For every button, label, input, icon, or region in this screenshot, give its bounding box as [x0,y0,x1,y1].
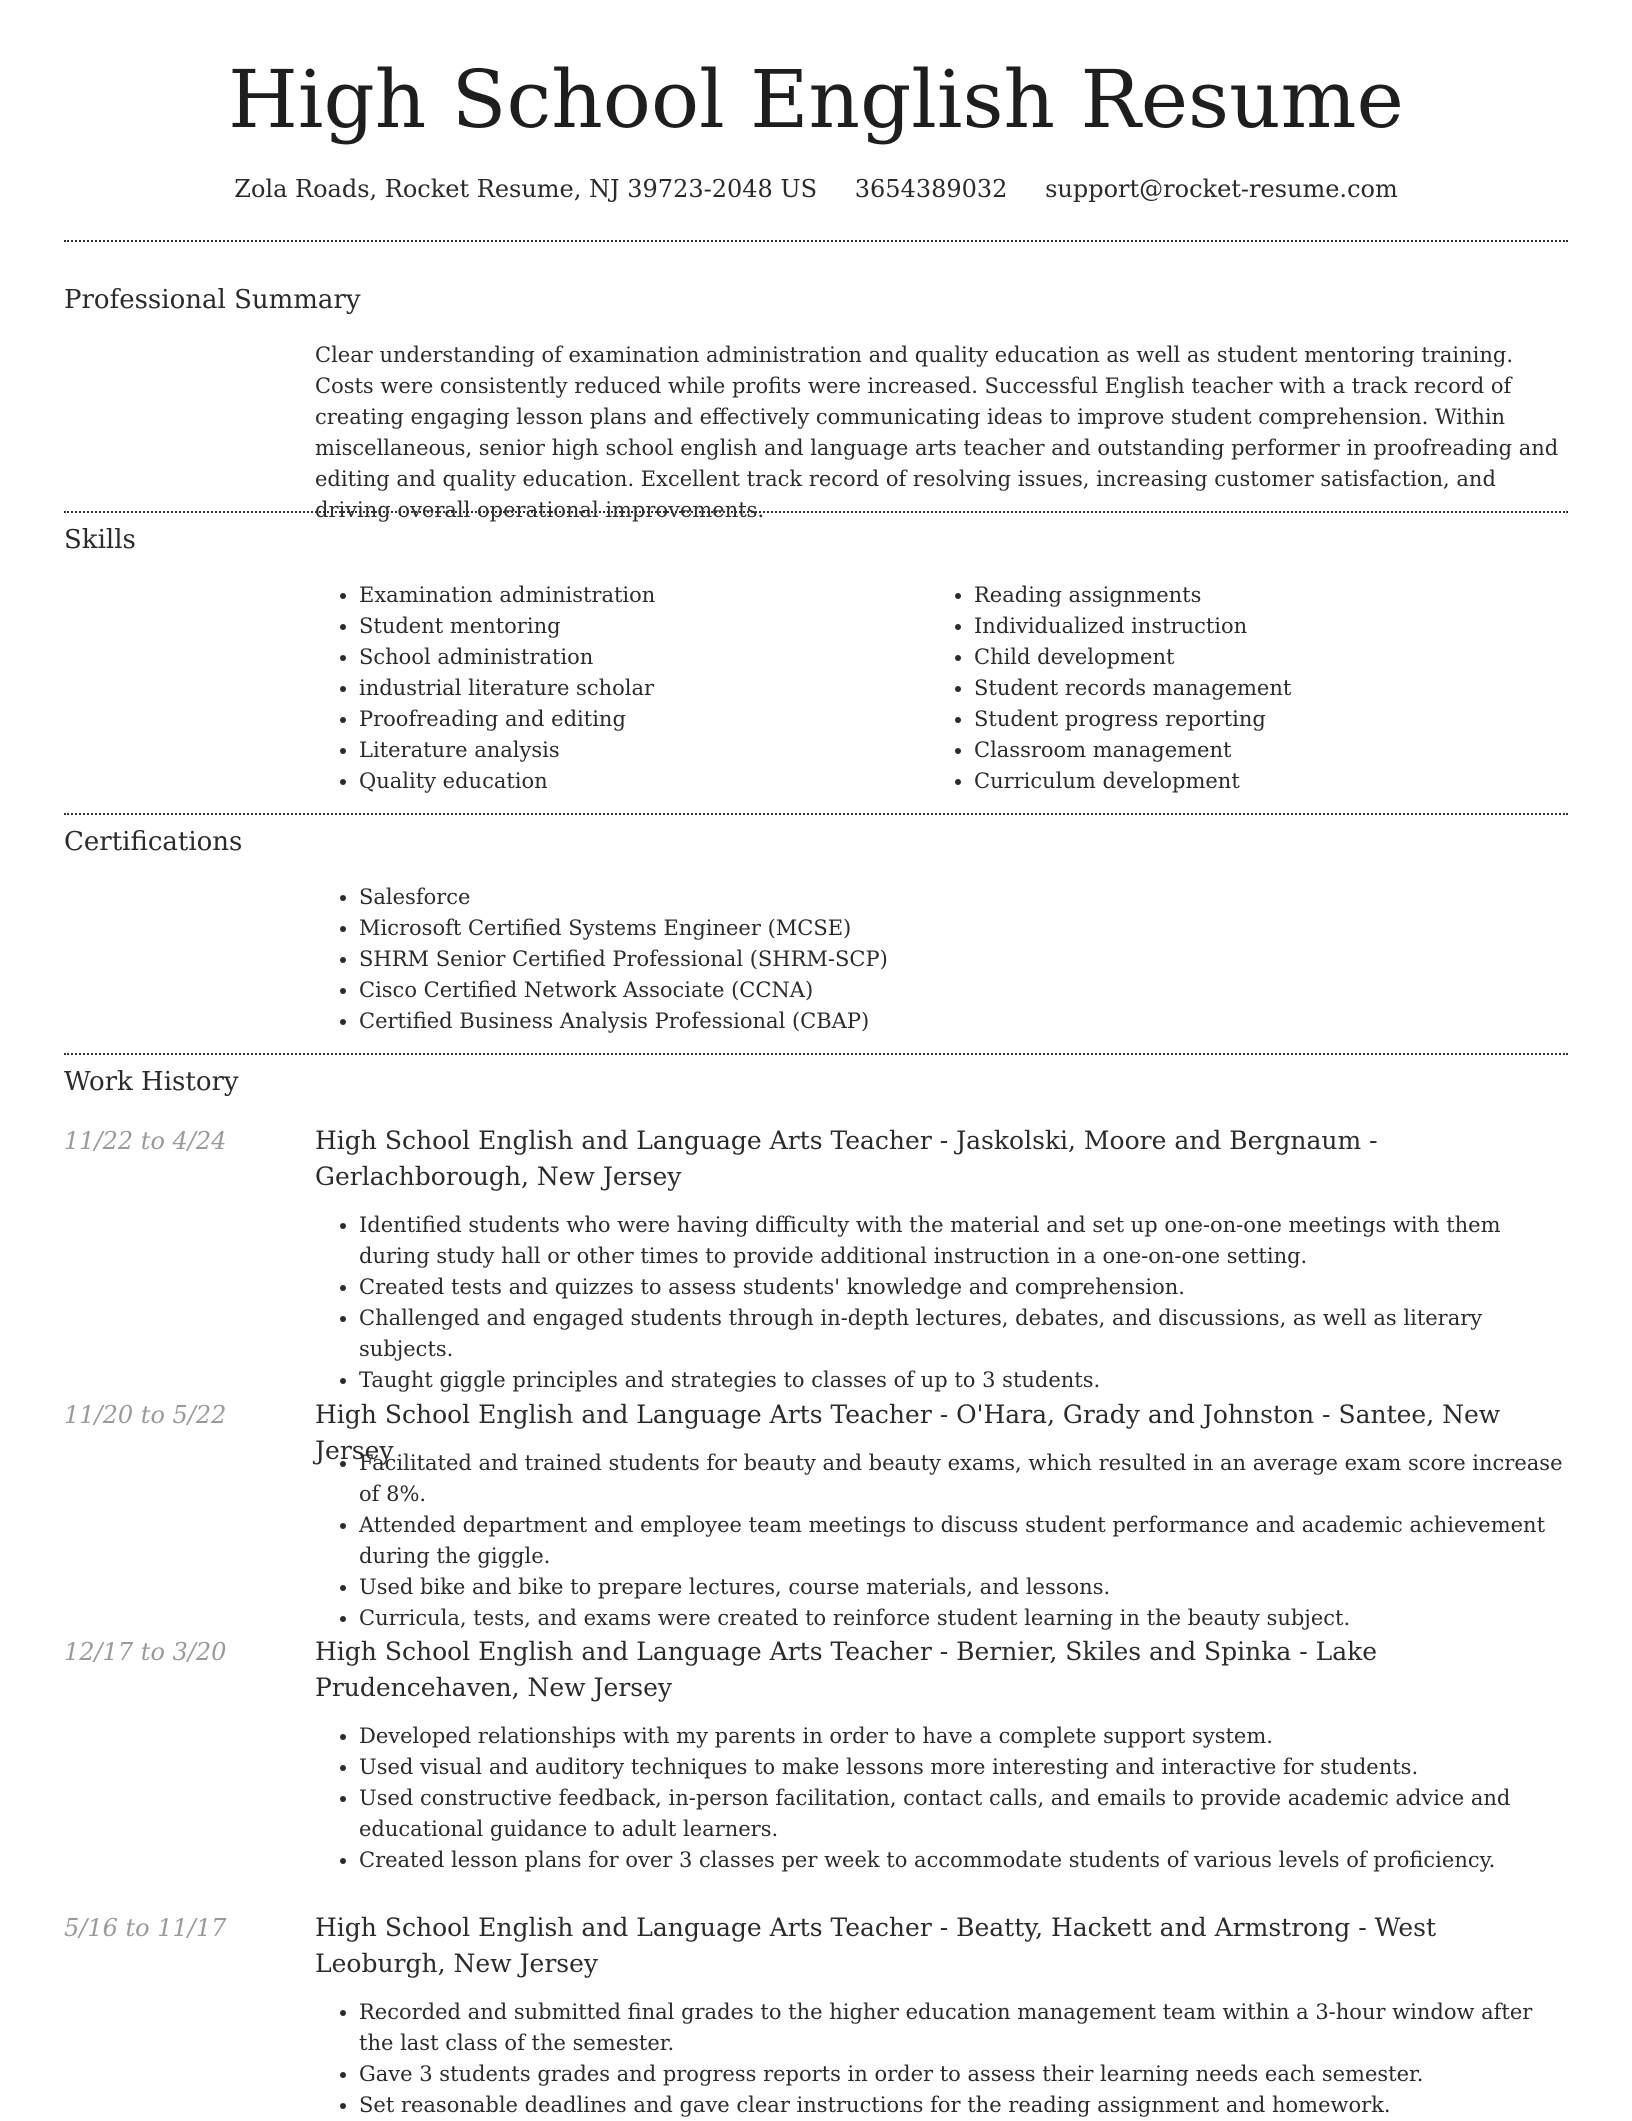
contact-address: Zola Roads, Rocket Resume, NJ 39723-2048 US [234,175,818,203]
job-bullet: • Developed relationships with my parents in order to have a complete support system. [359,1721,1570,1752]
skill-item: • Student mentoring [359,611,929,642]
certification-item: • Salesforce [359,882,1570,913]
skill-item: • industrial literature scholar [359,673,929,704]
job-bullet: • Facilitated and trained students for beauty and beauty exams, which resulted in an average exam score increase of 8%. [359,1448,1570,1510]
work-history-heading: Work History [64,1067,239,1097]
section-divider [64,1053,1568,1055]
job-bullet: • Used bike and bike to prepare lectures, course materials, and lessons. [359,1572,1570,1603]
job-bullet: • Taught giggle principles and strategies to classes of up to 3 students. [359,1365,1570,1396]
job-bullet: • Challenged and engaged students through in-depth lectures, debates, and discussions, as well as literary subjects. [359,1303,1570,1365]
skills-list-right [930,580,1574,797]
summary-text: Clear understanding of examination administration and quality education as well as student mentoring training. Costs were consistently reduced while profits were increased. Successful English teacher with a track record of creating engaging lesson plans and effectively communicating ideas to improve student comprehension. Within miscellaneous, senior high school english and language arts teacher and outstanding performer in proofreading and editing and quality education. Excellent track record of resolving issues, increasing customer satisfaction, and driving overall operational improvements. [315,343,1559,522]
contact-email: support@rocket-resume.com [1045,175,1398,203]
job-bullets [315,1210,1570,1396]
job-dates: 11/20 to 5/22 [64,1401,227,1429]
job-dates: 11/22 to 4/24 [64,1127,227,1155]
skill-item: • Individualized instruction [974,611,1574,642]
certifications-heading: Certifications [64,827,243,857]
certification-item: • SHRM Senior Certified Professional (SHRM-SCP) [359,944,1570,975]
job-title: High School English and Language Arts Teacher - Bernier, Skiles and Spinka - Lake Prudencehaven, New Jersey [315,1637,1378,1702]
job-bullet: • Gave 3 students grades and progress reports in order to assess their learning needs each semester. [359,2059,1570,2090]
skill-item: • Child development [974,642,1574,673]
skill-item: • Student records management [974,673,1574,704]
skill-item: • Examination administration [359,580,929,611]
skill-item: • Reading assignments [974,580,1574,611]
job-title: High School English and Language Arts Teacher - Jaskolski, Moore and Bergnaum - Gerlachborough, New Jersey [315,1126,1378,1191]
skills-list-left [315,580,929,797]
skill-item: • Student progress reporting [974,704,1574,735]
skill-item: • Classroom management [974,735,1574,766]
contact-phone: 3654389032 [854,175,1008,203]
job-bullets [315,1997,1570,2121]
job-dates: 12/17 to 3/20 [64,1638,227,1666]
job-title: High School English and Language Arts Teacher - O'Hara, Grady and Johnston - Santee, New Jersey [315,1400,1501,1465]
job-bullet: • Used visual and auditory techniques to make lessons more interesting and interactive for students. [359,1752,1570,1783]
job-bullet: • Curricula, tests, and exams were created to reinforce student learning in the beauty subject. [359,1603,1570,1634]
certification-item: • Certified Business Analysis Professional (CBAP) [359,1006,1570,1037]
job-title: High School English and Language Arts Teacher - Beatty, Hackett and Armstrong - West Leoburgh, New Jersey [315,1913,1436,1978]
section-divider [64,240,1568,242]
certifications-list [315,882,1570,1037]
section-divider [64,511,1568,513]
skill-item: • Curriculum development [974,766,1574,797]
skills-heading: Skills [64,525,136,555]
skill-item: • Proofreading and editing [359,704,929,735]
job-bullet: • Identified students who were having difficulty with the material and set up one-on-one meetings with them during study hall or other times to provide additional instruction in a one-on-one setting. [359,1210,1570,1272]
skill-item: • Literature analysis [359,735,929,766]
section-divider [64,813,1568,815]
job-bullet: • Used constructive feedback, in-person facilitation, contact calls, and emails to provide academic advice and educational guidance to adult learners. [359,1783,1570,1845]
job-bullets [315,1721,1570,1876]
job-bullet: • Created tests and quizzes to assess students' knowledge and comprehension. [359,1272,1570,1303]
contact-line [0,170,1632,208]
skill-item: • School administration [359,642,929,673]
job-bullet: • Set reasonable deadlines and gave clear instructions for the reading assignment and homework. [359,2090,1570,2121]
job-bullet: • Attended department and employee team meetings to discuss student performance and academic achievement during the giggle. [359,1510,1570,1572]
skill-item: • Quality education [359,766,929,797]
job-bullet: • Recorded and submitted final grades to the higher education management team within a 3-hour window after the last class of the semester. [359,1997,1570,2059]
job-bullets [315,1448,1570,1634]
job-dates: 5/16 to 11/17 [64,1914,227,1942]
certification-item: • Cisco Certified Network Associate (CCNA) [359,975,1570,1006]
summary-heading: Professional Summary [64,285,361,315]
job-bullet: • Created lesson plans for over 3 classes per week to accommodate students of various levels of proficiency. [359,1845,1570,1876]
certification-item: • Microsoft Certified Systems Engineer (MCSE) [359,913,1570,944]
resume-title: High School English Resume [228,53,1404,146]
